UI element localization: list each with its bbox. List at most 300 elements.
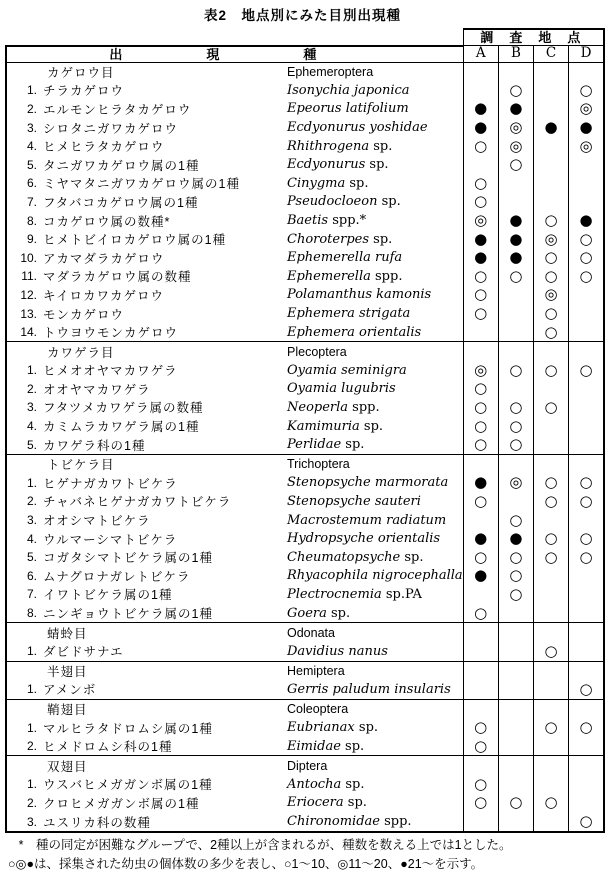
species-name-cell <box>6 812 463 832</box>
abundance-mark: ○ <box>498 361 533 380</box>
sci-name-italic: Goera <box>287 605 327 621</box>
abundance-mark: ○ <box>498 567 533 586</box>
species-name-cell <box>6 361 463 380</box>
abundance-mark <box>533 511 568 530</box>
abundance-mark <box>463 642 498 661</box>
species-name-ja: エルモンヒラタカゲロウ <box>43 102 192 117</box>
sci-name-regular: sp. <box>359 418 384 434</box>
species-name-sci <box>287 363 463 378</box>
order-header-row <box>6 342 604 361</box>
sci-name-italic: Stenopsyche sauteri <box>287 493 421 509</box>
abundance-mark: ○ <box>569 548 604 567</box>
row-number: 2. <box>26 381 37 396</box>
species-name-cell <box>6 118 463 137</box>
sci-name-italic: Ephemerella <box>287 268 371 284</box>
order-name-ja: 半翅目 <box>47 664 88 679</box>
species-row <box>6 794 604 813</box>
abundance-mark <box>498 304 533 323</box>
header-blank-cell <box>6 29 463 46</box>
order-name-sci: Coleoptera <box>287 701 349 716</box>
species-name-cell <box>6 435 463 454</box>
sci-name-italic: Cinygma <box>287 175 346 191</box>
species-name-sci <box>287 232 463 247</box>
empty-site-cell <box>533 756 568 775</box>
species-name-cell <box>6 511 463 530</box>
sci-name-regular: sp. <box>377 194 401 210</box>
row-number: 10. <box>20 250 37 265</box>
species-name-sci <box>287 568 463 583</box>
site-column-header-a: A <box>463 46 498 63</box>
order-name-ja: カワゲラ目 <box>47 345 115 360</box>
sci-name-italic: Rhyacophila nigrocephalla <box>287 568 463 584</box>
abundance-mark: ○ <box>533 529 568 548</box>
sci-name-italic: Eubrianax <box>287 720 355 736</box>
species-name-ja: フタツメカワゲラ属の数種 <box>43 401 204 416</box>
species-name-ja: イワトビケラ属の1種 <box>43 588 173 603</box>
empty-site-cell <box>463 623 498 642</box>
sci-name-regular: sp. <box>341 776 365 792</box>
abundance-mark <box>498 642 533 661</box>
abundance-mark <box>569 380 604 399</box>
row-number: 4. <box>26 419 37 434</box>
species-name-ja: マルヒラタドロムシ属の1種 <box>43 721 213 736</box>
abundance-mark: ○ <box>498 81 533 100</box>
empty-site-cell <box>498 342 533 361</box>
species-name-sci <box>287 139 463 154</box>
sci-name-regular: sp. <box>369 138 393 154</box>
species-row <box>6 81 604 100</box>
abundance-mark: ○ <box>463 492 498 511</box>
empty-site-cell <box>498 661 533 680</box>
species-name-ja: シロタニガワカゲロウ <box>43 121 179 136</box>
row-number: 1. <box>26 475 37 490</box>
abundance-mark: ○ <box>498 511 533 530</box>
order-header-cell <box>6 454 463 473</box>
abundance-mark: ○ <box>533 267 568 286</box>
empty-site-cell <box>498 623 533 642</box>
species-name-cell <box>6 137 463 156</box>
species-name-sci <box>287 494 463 509</box>
abundance-mark: ○ <box>569 529 604 548</box>
species-name-sci <box>287 437 463 452</box>
empty-site-cell <box>569 623 604 642</box>
abundance-mark: ○ <box>569 474 604 493</box>
species-row <box>6 267 604 286</box>
abundance-mark: ● <box>498 211 533 230</box>
species-name-sci <box>287 795 463 810</box>
abundance-mark <box>569 155 604 174</box>
empty-site-cell <box>569 699 604 718</box>
row-number: 2. <box>26 101 37 116</box>
species-name-cell <box>6 211 463 230</box>
abundance-mark: ○ <box>463 604 498 623</box>
abundance-mark: ○ <box>533 323 568 342</box>
column-header-row <box>6 46 604 63</box>
abundance-mark: ◎ <box>533 230 568 249</box>
species-column-header: 出現種 <box>6 46 463 63</box>
empty-site-cell <box>463 699 498 718</box>
species-name-ja: モンカゲロウ <box>43 307 125 322</box>
species-name-cell <box>6 642 463 661</box>
species-name-cell <box>6 323 463 342</box>
abundance-mark <box>463 323 498 342</box>
species-name-ja: ユスリカ科の数種 <box>43 815 151 830</box>
row-number: 4. <box>26 531 37 546</box>
abundance-mark <box>569 286 604 305</box>
species-name-cell <box>6 737 463 756</box>
sci-name-regular: sp.PA <box>381 586 422 602</box>
order-header-row <box>6 756 604 775</box>
abundance-mark <box>533 174 568 193</box>
row-number: 11. <box>21 269 37 284</box>
row-number: 2. <box>26 795 37 810</box>
abundance-mark <box>569 604 604 623</box>
sci-name-regular: sp. <box>369 231 393 247</box>
sci-name-regular: spp. <box>370 268 403 284</box>
row-number: 8. <box>26 213 37 228</box>
order-header-cell <box>6 62 463 81</box>
footnote-asterisk: * <box>18 838 24 852</box>
abundance-mark: ○ <box>498 548 533 567</box>
order-header-cell <box>6 699 463 718</box>
abundance-mark <box>498 680 533 699</box>
order-name-ja: カゲロウ目 <box>47 65 115 80</box>
row-number: 1. <box>26 83 37 98</box>
empty-site-cell <box>463 62 498 81</box>
sci-name-italic: Plectrocnemia <box>287 586 382 602</box>
order-header-row <box>6 623 604 642</box>
species-name-ja: カミムラカワゲラ属の1種 <box>43 420 200 435</box>
sci-name-italic: Gerris paludum insularis <box>287 681 451 697</box>
abundance-mark: ● <box>463 100 498 119</box>
species-row <box>6 680 604 699</box>
species-name-cell <box>6 193 463 212</box>
abundance-mark: ◎ <box>569 100 604 119</box>
species-name-sci <box>287 587 463 602</box>
sci-name-italic: Epeorus latifolium <box>287 101 409 117</box>
abundance-mark: ○ <box>498 398 533 417</box>
species-name-ja: ヒメヒラタカゲロウ <box>43 140 165 155</box>
abundance-mark: ○ <box>569 81 604 100</box>
abundance-mark: ○ <box>533 492 568 511</box>
abundance-mark <box>533 775 568 794</box>
abundance-mark: ● <box>463 248 498 267</box>
species-name-ja: ヒゲナガカワトビケラ <box>43 476 178 491</box>
abundance-mark: ● <box>463 230 498 249</box>
abundance-mark: ◎ <box>463 361 498 380</box>
species-row <box>6 398 604 417</box>
species-name-ja: フタバコカゲロウ属の1種 <box>43 195 199 210</box>
order-header-row <box>6 62 604 81</box>
empty-site-cell <box>569 756 604 775</box>
abundance-mark: ◎ <box>498 137 533 156</box>
row-number: 6. <box>26 176 37 191</box>
species-name-ja: ヒメオオヤマカワゲラ <box>43 364 178 379</box>
species-name-cell <box>6 380 463 399</box>
species-name-ja: ダビドサナエ <box>43 645 124 660</box>
abundance-mark: ○ <box>533 718 568 737</box>
abundance-mark: ○ <box>463 267 498 286</box>
order-name-ja: 鞘翅目 <box>47 702 88 717</box>
order-name-sci: Trichoptera <box>287 457 350 472</box>
row-number: 5. <box>26 157 37 172</box>
species-name-cell <box>6 585 463 604</box>
abundance-mark: ● <box>498 529 533 548</box>
species-name-sci <box>287 250 463 265</box>
species-row <box>6 304 604 323</box>
species-name-ja: コガタシマトビケラ属の1種 <box>43 551 213 566</box>
row-number: 9. <box>26 232 37 247</box>
species-name-ja: クロヒメガガンボ属の1種 <box>43 796 200 811</box>
empty-site-cell <box>569 661 604 680</box>
abundance-mark: ○ <box>533 304 568 323</box>
species-name-sci <box>287 475 463 490</box>
species-name-ja: ニンギョウトビケラ属の1種 <box>43 607 213 622</box>
abundance-mark <box>533 380 568 399</box>
abundance-mark <box>498 492 533 511</box>
species-row <box>6 211 604 230</box>
abundance-mark <box>533 585 568 604</box>
order-header-cell <box>6 756 463 775</box>
row-number: 2. <box>26 494 37 509</box>
species-name-sci <box>287 83 463 98</box>
species-name-cell <box>6 718 463 737</box>
abundance-mark: ○ <box>463 304 498 323</box>
sci-name-italic: Stenopsyche marmorata <box>287 475 449 491</box>
species-name-sci <box>287 269 463 284</box>
sci-name-italic: Eimidae <box>287 738 341 754</box>
abundance-mark <box>533 435 568 454</box>
abundance-mark <box>569 193 604 212</box>
sci-name-italic: Ecdyonurus yoshidae <box>287 120 428 136</box>
species-row <box>6 137 604 156</box>
sci-name-italic: Davidius nanus <box>287 643 388 659</box>
abundance-mark: ○ <box>463 775 498 794</box>
abundance-mark <box>498 286 533 305</box>
species-row <box>6 718 604 737</box>
abundance-mark <box>569 304 604 323</box>
species-row <box>6 567 604 586</box>
sci-name-regular: sp. <box>326 605 351 621</box>
order-name-sci: Diptera <box>287 758 328 773</box>
order-name-ja: 蜻蛉目 <box>47 626 88 641</box>
row-number: 3. <box>26 400 37 415</box>
species-row <box>6 286 604 305</box>
abundance-mark: ◎ <box>569 137 604 156</box>
species-row <box>6 435 604 454</box>
abundance-mark <box>569 794 604 813</box>
abundance-mark: ○ <box>533 361 568 380</box>
abundance-mark: ○ <box>533 794 568 813</box>
empty-site-cell <box>498 62 533 81</box>
abundance-mark <box>533 100 568 119</box>
species-name-sci <box>287 287 463 302</box>
abundance-mark <box>533 81 568 100</box>
species-name-cell <box>6 529 463 548</box>
sci-name-regular: sp. <box>340 738 365 754</box>
species-name-cell <box>6 248 463 267</box>
sci-name-italic: Oyamia seminigra <box>287 362 407 378</box>
abundance-mark: ○ <box>463 548 498 567</box>
abundance-mark <box>569 775 604 794</box>
empty-site-cell <box>463 756 498 775</box>
sci-name-italic: Choroterpes <box>287 231 370 247</box>
species-row <box>6 585 604 604</box>
species-name-cell <box>6 604 463 623</box>
sci-name-regular: sp. <box>341 437 365 453</box>
species-name-sci <box>287 120 463 135</box>
order-name-ja: トビケラ目 <box>47 458 115 473</box>
species-name-cell <box>6 100 463 119</box>
abundance-mark: ● <box>498 248 533 267</box>
sci-name-italic: Hydropsyche orientalis <box>287 531 441 547</box>
abundance-mark <box>569 511 604 530</box>
abundance-mark: ○ <box>569 718 604 737</box>
abundance-mark: ◎ <box>463 211 498 230</box>
footnote-species-count: * 種の同定が困難なグループで、2種以上が含まれるが、種数を数える上では1とした。 <box>6 836 602 855</box>
species-row <box>6 361 604 380</box>
species-row <box>6 155 604 174</box>
species-name-sci <box>287 325 463 340</box>
sci-name-italic: Cheumatopsyche <box>287 549 401 565</box>
empty-site-cell <box>463 454 498 473</box>
species-name-ja: キイロカワカゲロウ <box>43 288 165 303</box>
row-number: 2. <box>26 739 37 754</box>
species-row <box>6 775 604 794</box>
abundance-mark: ○ <box>498 417 533 436</box>
species-name-sci <box>287 644 463 659</box>
abundance-mark: ○ <box>569 361 604 380</box>
abundance-mark <box>569 174 604 193</box>
species-row <box>6 193 604 212</box>
abundance-mark: ○ <box>569 812 604 832</box>
order-name-sci: Odonata <box>287 625 335 640</box>
abundance-mark: ○ <box>569 680 604 699</box>
abundance-mark <box>463 812 498 832</box>
species-name-sci <box>287 194 463 209</box>
abundance-mark <box>463 585 498 604</box>
order-name-ja: 双翅目 <box>47 759 88 774</box>
species-name-sci <box>287 739 463 754</box>
species-name-cell <box>6 286 463 305</box>
empty-site-cell <box>498 699 533 718</box>
species-name-cell <box>6 81 463 100</box>
species-name-cell <box>6 548 463 567</box>
footnotes <box>6 836 602 874</box>
sci-name-italic: Macrostemum radiatum <box>287 512 447 528</box>
species-row <box>6 511 604 530</box>
row-number: 1. <box>26 720 37 735</box>
species-name-ja: チラカゲロウ <box>43 84 125 99</box>
sci-name-italic: Antocha <box>287 776 342 792</box>
order-header-row <box>6 661 604 680</box>
empty-site-cell <box>569 454 604 473</box>
order-header-cell <box>6 623 463 642</box>
abundance-mark <box>533 155 568 174</box>
empty-site-cell <box>533 661 568 680</box>
abundance-mark: ○ <box>498 585 533 604</box>
abundance-mark: ○ <box>533 548 568 567</box>
species-name-cell <box>6 567 463 586</box>
empty-site-cell <box>533 454 568 473</box>
sci-name-regular: sp. <box>343 795 367 811</box>
species-name-cell <box>6 474 463 493</box>
sci-name-italic: Ephemerella rufa <box>287 250 403 266</box>
abundance-mark: ◎ <box>498 474 533 493</box>
species-name-sci <box>287 101 463 116</box>
species-name-ja: アカマダラカゲロウ <box>43 251 165 266</box>
row-number: 3. <box>26 120 37 135</box>
abundance-mark <box>463 81 498 100</box>
order-name-sci: Ephemeroptera <box>287 64 374 79</box>
abundance-mark <box>569 737 604 756</box>
species-name-sci <box>287 381 463 396</box>
sci-name-italic: Polamanthus kamonis <box>287 287 432 303</box>
sci-name-regular: spp. <box>379 814 412 830</box>
species-name-ja: オオシマトビケラ <box>43 514 151 529</box>
abundance-mark <box>463 680 498 699</box>
sci-name-italic: Pseudocloeon <box>287 194 378 210</box>
order-header-row <box>6 699 604 718</box>
abundance-mark: ● <box>463 529 498 548</box>
abundance-mark <box>498 737 533 756</box>
species-row <box>6 474 604 493</box>
species-row <box>6 248 604 267</box>
abundance-mark: ○ <box>498 267 533 286</box>
abundance-mark <box>569 398 604 417</box>
abundance-mark: ○ <box>533 248 568 267</box>
abundance-mark: ○ <box>463 737 498 756</box>
sci-name-italic: Oyamia lugubris <box>287 381 396 397</box>
abundance-mark <box>569 585 604 604</box>
abundance-mark <box>498 174 533 193</box>
abundance-mark: ○ <box>569 267 604 286</box>
abundance-mark: ○ <box>463 794 498 813</box>
abundance-mark: ○ <box>533 474 568 493</box>
empty-site-cell <box>533 699 568 718</box>
abundance-mark <box>498 604 533 623</box>
species-name-ja: アメンボ <box>43 683 97 698</box>
sci-name-regular: sp. <box>400 549 424 565</box>
sci-name-italic: Ecdyonurus <box>287 157 366 173</box>
species-name-ja: マダラカゲロウ属の数種 <box>43 270 192 285</box>
species-name-sci <box>287 400 463 415</box>
abundance-mark: ○ <box>463 417 498 436</box>
abundance-mark <box>533 567 568 586</box>
species-row <box>6 417 604 436</box>
abundance-mark: ○ <box>463 398 498 417</box>
abundance-mark <box>569 417 604 436</box>
row-number: 4. <box>26 139 37 154</box>
species-name-sci <box>287 777 463 792</box>
abundance-mark <box>463 511 498 530</box>
abundance-mark: ○ <box>463 435 498 454</box>
row-number: 8. <box>26 606 37 621</box>
sci-name-italic: Ephemera strigata <box>287 306 411 322</box>
sci-name-italic: Kamimuria <box>287 418 360 434</box>
empty-site-cell <box>533 342 568 361</box>
order-header-cell <box>6 661 463 680</box>
abundance-mark: ● <box>533 118 568 137</box>
abundance-mark: ○ <box>498 435 533 454</box>
abundance-mark: ● <box>463 567 498 586</box>
order-name-sci: Plecoptera <box>287 344 347 359</box>
species-name-cell <box>6 492 463 511</box>
abundance-mark: ○ <box>533 398 568 417</box>
abundance-mark: ◎ <box>498 118 533 137</box>
order-name-sci: Hemiptera <box>287 663 345 678</box>
species-name-ja: タニガワカゲロウ属の1種 <box>43 158 200 173</box>
